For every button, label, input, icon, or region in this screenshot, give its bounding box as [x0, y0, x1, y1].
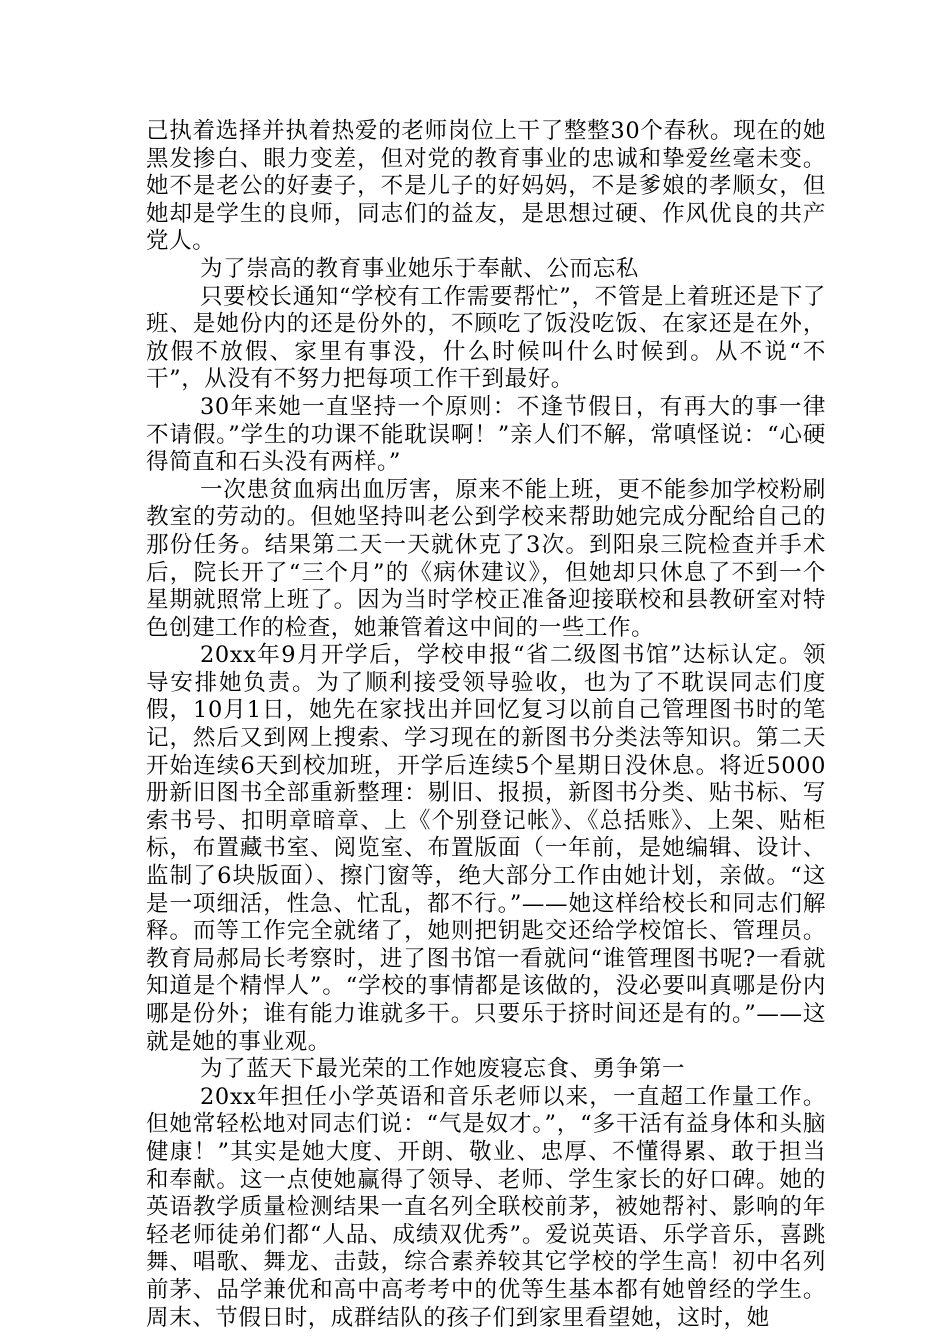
paragraph: 20xx年9月开学后，学校申报“省二级图书馆”达标认定。领导安排她负责。为了顺利接受领导验收，也为了不耽误同志们度假，10月1日，她先在家找出并回忆复习以前自己管理图书时的笔记，然后又到网上搜索、学习现在的新图书分类法等知识。第二天开始连续6天到校加班，开学后连续5个星期日没休息。将近5000册新旧图书全部重新整理：剔旧、报损，新图书分类、贴书标、写索书号、扣明章暗章、上《个别登记帐》、《总括账》、上架、贴柜标，布置藏书室、阅览室、布置版面（一年前，是她编辑、设计、监制了6块版面）、擦门窗等，绝大部分工作由她计划，亲做。“这是一项细活，性急、忙乱，都不行。”——她这样给校长和同志们解释。而等工作完全就绪了，她则把钥匙交还给学校馆长、管理员。教育局郝局长考察时，进了图书馆一看就问“谁管理图书呢?一看就知道是个精悍人”。“学校的事情都是该做的，没必要叫真哪是份内哪是份外；谁有能力谁就多干。只要乐于挤时间还是有的。”——这就是她的事业观。 — [146, 642, 826, 1055]
section-heading: 为了蓝天下最光荣的工作她废寝忘食、勇争第一 — [200, 1056, 686, 1083]
section-heading: 为了崇高的教育事业她乐于奉献、公而忘私 — [200, 255, 639, 282]
document-body — [146, 118, 826, 1332]
paragraph: 己执着选择并执着热爱的老师岗位上干了整整30个春秋。现在的她黑发掺白、眼力变差，但对党的教育事业的忠诚和挚爱丝毫未变。她不是老公的好妻子，不是儿子的好妈妈，不是爹娘的孝顺女，但她却是学生的良师，同志们的益友，是思想过硬、作风优良的共产党人。 — [146, 118, 826, 255]
paragraph: 20xx年担任小学英语和音乐老师以来，一直超工作量工作。但她常轻松地对同志们说：“气是奴才。”，“多干活有益身体和头脑健康！”其实是她大度、开朗、敬业、忠厚、不懂得累、敢于担当和奉献。这一点使她赢得了领导、老师、学生家长的好口碑。她的英语教学质量检测结果一直名列全联校前茅，被她帮衬、影响的年轻老师徒弟们都“人品、成绩双优秀”。爱说英语、乐学音乐，喜跳舞、唱歌、舞龙、击鼓，综合素养较其它学校的学生高！初中名列前茅、品学兼优和高中高考考中的优等生基本都有她曾经的学生。周末、节假日时，成群结队的孩子们到家里看望她，这时，她 — [146, 1083, 826, 1331]
paragraph: 一次患贫血病出血厉害，原来不能上班，更不能参加学校粉刷教室的劳动的。但她坚持叫老公到学校来帮助她完成分配给自己的那份任务。结果第二天一天就休克了3次。到阳泉三院检查并手术后，院长开了“三个月”的《病休建议》，但她却只休息了不到一个星期就照常上班了。因为当时学校正准备迎接联校和县教研室对特色创建工作的检查，她兼管着这中间的一些工作。 — [146, 476, 826, 641]
paragraph: 30年来她一直坚持一个原则：不逢节假日，有再大的事一律不请假。”学生的功课不能耽误啊！”亲人们不解，常嗔怪说：“心硬得简直和石头没有两样。” — [146, 393, 826, 476]
paragraph: 只要校长通知“学校有工作需要帮忙”，不管是上着班还是下了班、是她份内的还是份外的，不顾吃了饭没吃饭、在家还是在外，放假不放假、家里有事没，什么时候叫什么时候到。从不说“不干”，从没有不努力把每项工作干到最好。 — [146, 283, 826, 393]
